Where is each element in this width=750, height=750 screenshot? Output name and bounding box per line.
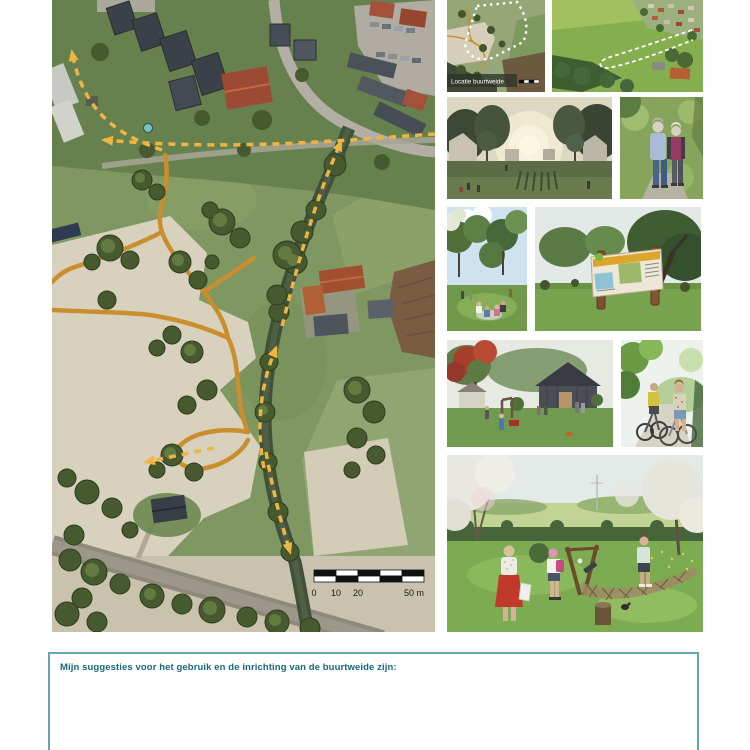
- masterplan-drawing: [52, 0, 435, 632]
- masterplan-map: [52, 0, 435, 632]
- cyclists-photo: [621, 340, 703, 447]
- scalebar-label-50: 50 m: [403, 588, 424, 598]
- picnic-photo: [447, 207, 527, 331]
- village-green-render: [447, 97, 612, 199]
- photo-locatie-buurtweide: [447, 0, 545, 92]
- scalebar-label-10: 10: [330, 588, 342, 598]
- scalebar-label-0: 0: [311, 588, 317, 598]
- suggestions-textarea[interactable]: [50, 678, 701, 750]
- photo-village-green-render: [447, 97, 612, 199]
- elderly-couple-photo: [620, 97, 703, 199]
- suggestions-input-box[interactable]: [48, 652, 699, 750]
- trampoline: [144, 124, 153, 133]
- farmhouse-bottom: [133, 493, 201, 537]
- aerial-photo: [552, 0, 703, 92]
- mini-scalebar: [519, 80, 539, 83]
- orchard-photo: [447, 455, 703, 632]
- barn-render: [447, 340, 613, 447]
- photo-barn-render: [447, 340, 613, 447]
- photo-orchard-wide: [447, 455, 703, 632]
- photo-picnic: [447, 207, 527, 331]
- photo-signboard: [535, 207, 701, 331]
- photo-aerial-field: [552, 0, 703, 92]
- photo-elderly-couple: [620, 97, 703, 199]
- signboard-photo: [535, 207, 701, 331]
- suggestions-label: Mijn suggesties voor het gebruik en de inrichting van de buurtweide zijn:: [60, 662, 397, 673]
- locatie-caption: Locatie buurtweide: [451, 78, 504, 86]
- scalebar-label-20: 20: [352, 588, 364, 598]
- photo-cyclists: [621, 340, 703, 447]
- locatie-map-thumb: [447, 0, 545, 92]
